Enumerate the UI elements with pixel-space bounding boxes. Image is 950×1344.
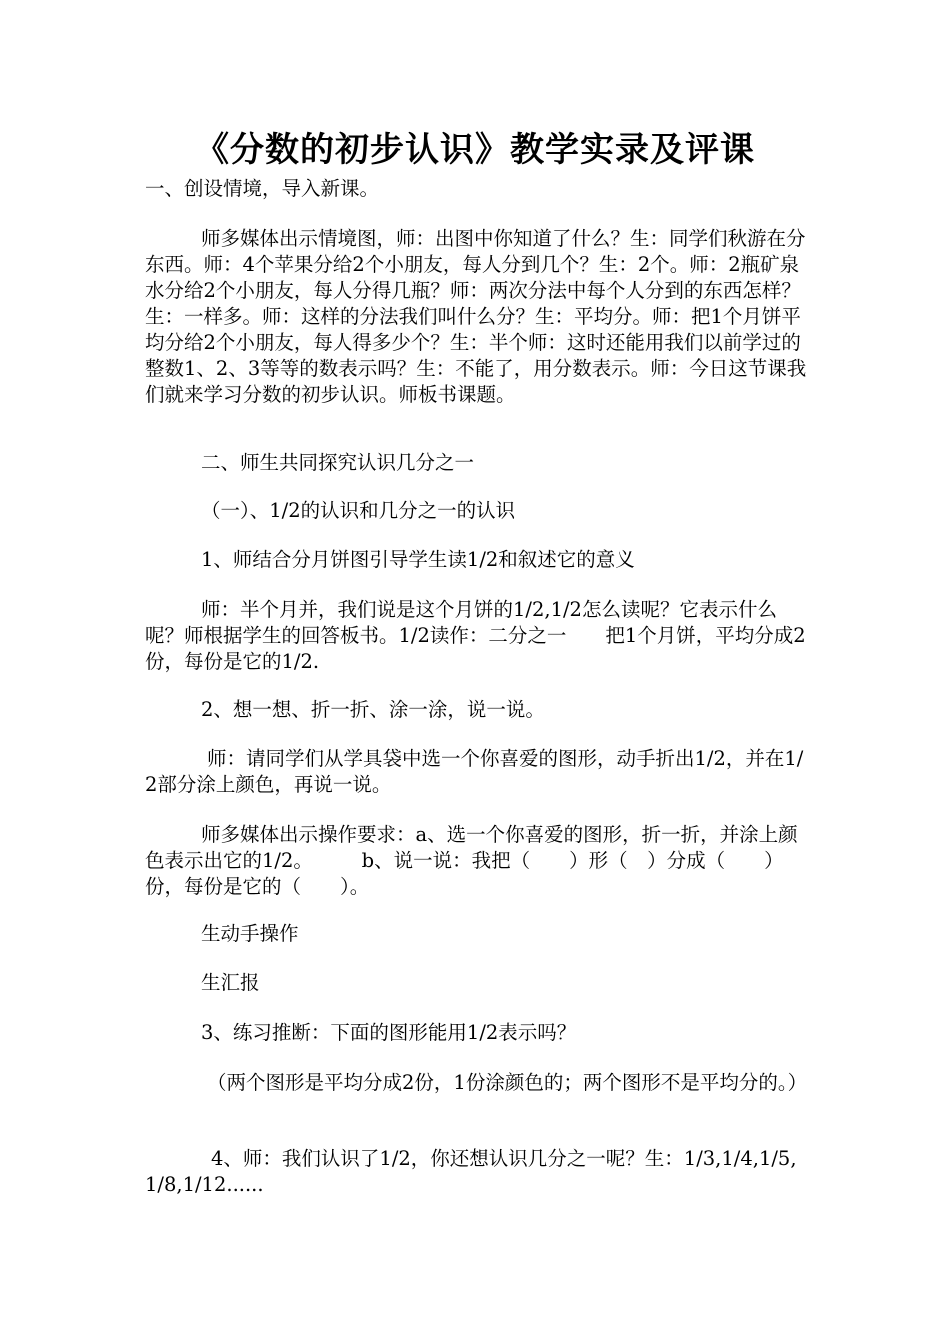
paragraph-figures-note: （两个图形是平均分成2份，1份涂颜色的；两个图形不是平均分的。）: [207, 1071, 808, 1094]
paragraph-fold-shape: 师：请同学们从学具袋中选一个你喜爱的图形，动手折出1/2，并在1/2部分涂上颜色，再说一说。: [145, 747, 804, 796]
document-title: 《分数的初步认识》教学实录及评课: [195, 130, 755, 170]
paragraph-students-operate: 生动手操作: [201, 922, 299, 945]
step-3-heading: 3、练习推断：下面的图形能用1/2表示吗？: [201, 1021, 577, 1044]
section-heading-2: 二、师生共同探究认识几分之一: [201, 451, 475, 474]
paragraph-step-4: 4、师：我们认识了1/2，你还想认识几分之一呢？生：1/3,1/4,1/5,1/8,1/12......: [145, 1147, 797, 1196]
step-1-heading: 1、师结合分月饼图引导学生读1/2和叙述它的意义: [201, 548, 635, 571]
step-2-heading: 2、想一想、折一折、涂一涂，说一说。: [201, 698, 545, 721]
paragraph-operation-requirements: 师多媒体出示操作要求：a、选一个你喜爱的图形，折一折，并涂上颜色表示出它的1/2。 b、说一说：我把（ ）形（ ）分成（ ）份，每份是它的（ ）。: [145, 823, 798, 898]
section-heading-1: 一、创设情境，导入新课。: [145, 177, 380, 200]
paragraph-half-mooncake: 师：半个月并，我们说是这个月饼的1/2,1/2怎么读呢？它表示什么呢？师根据学生的回答板书。1/2读作：二分之一 把1个月饼，平均分成2份，每份是它的1/2.: [145, 598, 806, 673]
paragraph-students-report: 生汇报: [201, 971, 260, 994]
subsection-heading: （一）、1/2的认识和几分之一的认识: [201, 499, 516, 522]
paragraph-intro: 师多媒体出示情境图，师：出图中你知道了什么？生：同学们秋游在分东西。师：4个苹果分给2个小朋友，每人分到几个？生：2个。师：2瓶矿泉水分给2个小朋友，每人分得几瓶？师：两次分法中每个人分到的东西怎样？生：一样多。师：这样的分法我们叫什么分？生：平均分。师：把1个月饼平均分给2个小朋友，每人得多少个？生：半个师：这时还能用我们以前学过的整数1、2、3等等的数表示吗？生：不能了，用分数表示。师：今日这节课我们就来学习分数的初步认识。师板书课题。: [145, 227, 807, 406]
